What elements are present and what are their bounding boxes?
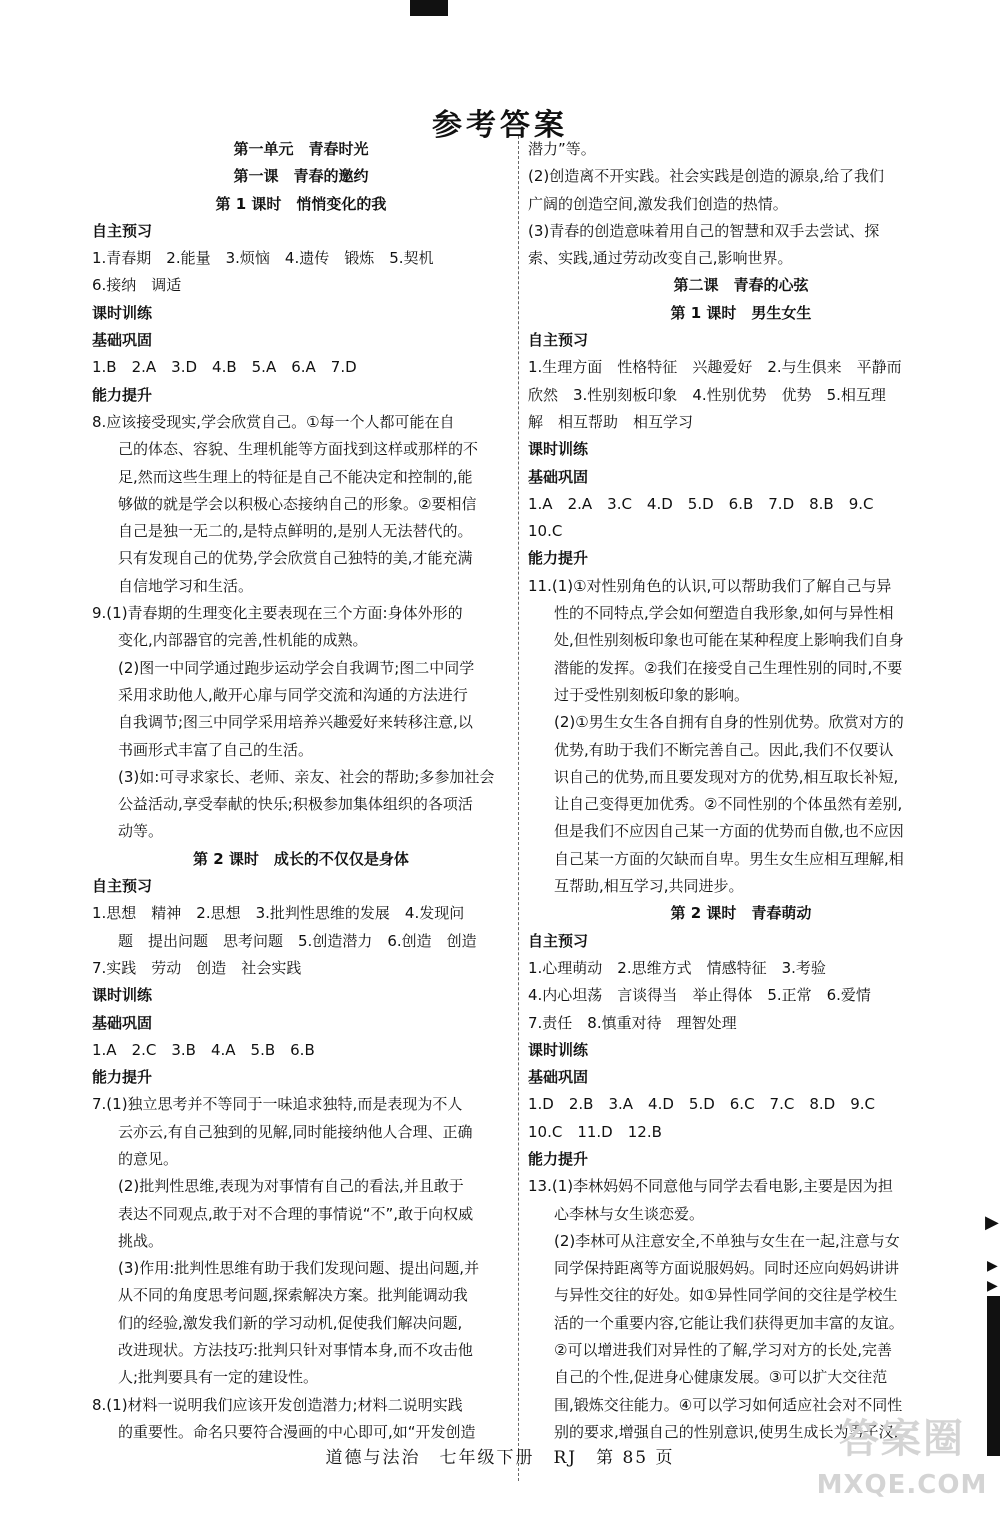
watermark-url: MXQE.COM xyxy=(816,1470,988,1500)
answer-line: 自己是独一无二的,是特点鲜明的,是别人无法替代的。 xyxy=(118,522,473,541)
subsection-label: 课时训练 xyxy=(92,986,153,1005)
watermark-logo: 答案圈 xyxy=(839,1416,965,1462)
left-column xyxy=(92,136,510,1446)
answer-line: 10.C xyxy=(528,522,563,541)
section-heading: 第一课 青春的邀约 xyxy=(233,167,369,186)
answer-line: 过于受性别刻板印象的影响。 xyxy=(554,685,750,704)
answer-line: 7.责任 8.慎重对待 理智处理 xyxy=(528,1013,737,1032)
answer-line: 9.(1)青春期的生理变化主要表现在三个方面:身体外形的 xyxy=(92,604,463,623)
answer-line: 活的一个重要内容,它能让我们获得更加丰富的友谊。 xyxy=(554,1313,904,1332)
section-heading: 第 1 课时 男生女生 xyxy=(670,303,812,322)
answer-line: 题 提出问题 思考问题 5.创造潜力 6.创造 创造 xyxy=(118,931,477,950)
answer-line: 潜能的发挥。②我们在接受自己生理性别的同时,不要 xyxy=(554,658,903,677)
answer-line: 处,但性别刻板印象也可能在某种程度上影响我们自身 xyxy=(554,631,904,650)
answer-line: 8.(1)材料一说明我们应该开发创造潜力;材料二说明实践 xyxy=(92,1395,463,1414)
subsection-label: 能力提升 xyxy=(92,385,153,404)
answer-line: 从不同的角度思考问题,探索解决方案。批判能调动我 xyxy=(118,1286,468,1305)
answer-line: 动等。 xyxy=(118,822,164,841)
subsection-label: 能力提升 xyxy=(528,1149,589,1168)
answer-line: (2)①男生女生各自拥有自身的性别优势。欣赏对方的 xyxy=(554,713,904,732)
answer-line: 性的不同特点,学会如何塑造自我形象,如何与异性相 xyxy=(554,604,894,623)
answer-line: 潜力”等。 xyxy=(528,140,596,158)
answer-line: 表达不同观点,敢于对不合理的事情说“不”,敢于向权威 xyxy=(118,1204,474,1223)
answer-line: (2)创造离不开实践。社会实践是创造的源泉,给了我们 xyxy=(528,167,885,186)
answer-line: 自我调节;图三中同学采用培养兴趣爱好来转移注意,以 xyxy=(118,713,473,732)
answer-line: (2)批判性思维,表现为对事情有自己的看法,并且敢于 xyxy=(118,1177,464,1196)
answer-line: 1.心理萌动 2.思维方式 情感特征 3.考验 xyxy=(528,958,826,977)
answer-line: (3)青春的创造意味着用自己的智慧和双手去尝试、探 xyxy=(528,221,880,240)
right-arrow-icon: ▶ xyxy=(987,1278,998,1294)
answer-line: 13.(1)李林妈妈不同意他与同学去看电影,主要是因为担 xyxy=(528,1177,893,1196)
answer-line: 只有发现自己的优势,学会欣赏自己独特的美,才能充满 xyxy=(118,549,473,568)
answer-line: (3)如:可寻求家长、老师、亲友、社会的帮助;多参加社会 xyxy=(118,767,495,786)
top-edge-mark xyxy=(410,0,448,16)
section-heading: 第二课 青春的心弦 xyxy=(673,276,809,295)
answer-line: 书画形式丰富了自己的生活。 xyxy=(118,740,314,759)
right-arrow-icon: ▶ xyxy=(987,1258,998,1274)
answer-line: 别的要求,增强自己的性别意识,使男生成长为男子汉, xyxy=(554,1422,899,1441)
answer-line: 但是我们不应因自己某一方面的优势而自傲,也不应因 xyxy=(554,822,904,841)
subsection-label: 能力提升 xyxy=(92,1068,153,1087)
answer-line: (2)图一中同学通过跑步运动学会自我调节;图二中同学 xyxy=(118,658,475,677)
section-heading: 第 1 课时 悄悄变化的我 xyxy=(215,194,387,213)
answer-line: 1.B 2.A 3.D 4.B 5.A 6.A 7.D xyxy=(92,358,357,377)
subsection-label: 课时训练 xyxy=(92,303,153,322)
page-title: 参考答案 xyxy=(432,108,568,143)
subsection-label: 自主预习 xyxy=(92,221,153,240)
answer-line: 够做的就是学会以积极心态接纳自己的形象。②要相信 xyxy=(118,494,477,513)
answer-line: 索、实践,通过劳动改变自己,影响世界。 xyxy=(528,249,793,268)
answer-line: 互帮助,相互学习,共同进步。 xyxy=(554,877,744,896)
answer-line: 同学保持距离等方面说服妈妈。同时还应向妈妈讲讲 xyxy=(554,1259,900,1278)
page-footer: 道德与法治 七年级下册 RJ 第 85 页 xyxy=(325,1448,675,1468)
answer-line: 识自己的优势,而且要发现对方的优势,相互取长补短, xyxy=(554,767,899,786)
subsection-label: 自主预习 xyxy=(92,877,153,896)
subsection-label: 课时训练 xyxy=(528,440,589,459)
subsection-label: 基础巩固 xyxy=(92,331,153,350)
subsection-label: 自主预习 xyxy=(528,331,589,350)
answer-line: 欣然 3.性别刻板印象 4.性别优势 优势 5.相互理 xyxy=(528,385,886,404)
answer-line: 1.D 2.B 3.A 4.D 5.D 6.C 7.C 8.D 9.C xyxy=(528,1095,875,1114)
answer-line: 的重要性。命名只要符合漫画的中心即可,如“开发创造 xyxy=(118,1422,476,1441)
subsection-label: 课时训练 xyxy=(528,1040,589,1059)
answer-line: 自己的个性,促进身心健康发展。③可以扩大交往范 xyxy=(554,1368,888,1387)
answer-line: 让自己变得更加优秀。②不同性别的个体虽然有差别, xyxy=(554,795,903,814)
answer-line: 1.生理方面 性格特征 兴趣爱好 2.与生俱来 平静而 xyxy=(528,358,902,377)
answer-line: 己的体态、容貌、生理机能等方面找到这样或那样的不 xyxy=(118,440,479,459)
answer-line: 解 相互帮助 相互学习 xyxy=(528,412,694,431)
subsection-label: 基础巩固 xyxy=(528,1068,589,1087)
answer-line: 们的经验,激发我们新的学习动机,促使我们解决问题, xyxy=(118,1313,463,1332)
answer-line: (2)李林可从注意安全,不单独与女生在一起,注意与女 xyxy=(554,1231,900,1250)
answer-line: 云亦云,有自己独到的见解,同时能接纳他人合理、正确 xyxy=(118,1122,473,1141)
answer-line: 4.内心坦荡 言谈得当 举止得体 5.正常 6.爱情 xyxy=(528,986,871,1005)
answer-line: 人;批判要具有一定的建设性。 xyxy=(118,1368,319,1387)
answer-line: 的意见。 xyxy=(118,1149,179,1168)
answer-line: 围,锻炼交往能力。④可以学习如何适应社会对不同性 xyxy=(554,1395,903,1414)
answer-line: 1.A 2.A 3.C 4.D 5.D 6.B 7.D 8.B 9.C xyxy=(528,494,874,513)
answer-line: 与异性交往的好处。如①异性同学间的交往是学校生 xyxy=(554,1286,898,1305)
subsection-label: 基础巩固 xyxy=(92,1013,153,1032)
answer-line: 足,然而这些生理上的特征是自己不能决定和控制的,能 xyxy=(118,467,473,486)
column-divider xyxy=(518,136,520,1481)
answer-line: 挑战。 xyxy=(118,1231,164,1250)
answer-line: 11.(1)①对性别角色的认识,可以帮助我们了解自己与异 xyxy=(528,576,892,595)
section-heading: 第 2 课时 成长的不仅仅是身体 xyxy=(193,849,409,868)
answer-line: 7.(1)独立思考并不等同于一味追求独特,而是表现为不人 xyxy=(92,1095,463,1114)
answer-line: 公益活动,享受奉献的快乐;积极参加集体组织的各项活 xyxy=(118,795,473,814)
answer-line: 8.应该接受现实,学会欣赏自己。①每一个人都可能在自 xyxy=(92,412,455,431)
answer-line: 心李林与女生谈恋爱。 xyxy=(554,1204,705,1223)
subsection-label: 基础巩固 xyxy=(528,467,589,486)
answer-line: 变化,内部器官的完善,性机能的成熟。 xyxy=(118,631,368,650)
answer-line: 优势,有助于我们不断完善自己。因此,我们不仅要认 xyxy=(554,740,894,759)
answer-line: 自己某一方面的欠缺而自卑。男生女生应相互理解,相 xyxy=(554,849,904,868)
watermark xyxy=(808,1408,996,1508)
answer-line: ②可以增进我们对异性的了解,学习对方的长处,完善 xyxy=(554,1341,892,1360)
answer-line: 自信地学习和生活。 xyxy=(118,576,254,595)
answer-line: 10.C 11.D 12.B xyxy=(528,1122,662,1141)
answer-line: 7.实践 劳动 创造 社会实践 xyxy=(92,958,302,977)
answer-line: 广阔的创造空间,激发我们创造的热情。 xyxy=(528,194,788,213)
answer-line: 1.青春期 2.能量 3.烦恼 4.遗传 锻炼 5.契机 xyxy=(92,249,434,268)
answer-line: 1.A 2.C 3.B 4.A 5.B 6.B xyxy=(92,1040,315,1059)
answer-line: 改进现状。方法技巧:批判只针对事情本身,而不攻击他 xyxy=(118,1341,473,1360)
answer-line: 6.接纳 调适 xyxy=(92,276,182,295)
subsection-label: 能力提升 xyxy=(528,549,589,568)
answer-line: (3)作用:批判性思维有助于我们发现问题、提出问题,并 xyxy=(118,1259,480,1278)
right-arrow-icon: ▶ xyxy=(985,1212,999,1233)
answer-line: 采用求助他人,敞开心扉与同学交流和沟通的方法进行 xyxy=(118,685,468,704)
section-heading: 第 2 课时 青春萌动 xyxy=(670,904,812,923)
right-column xyxy=(528,136,954,1446)
subsection-label: 自主预习 xyxy=(528,931,589,950)
answer-line: 1.思想 精神 2.思想 3.批判性思维的发展 4.发现问 xyxy=(92,904,465,923)
section-heading: 第一单元 青春时光 xyxy=(233,140,369,158)
